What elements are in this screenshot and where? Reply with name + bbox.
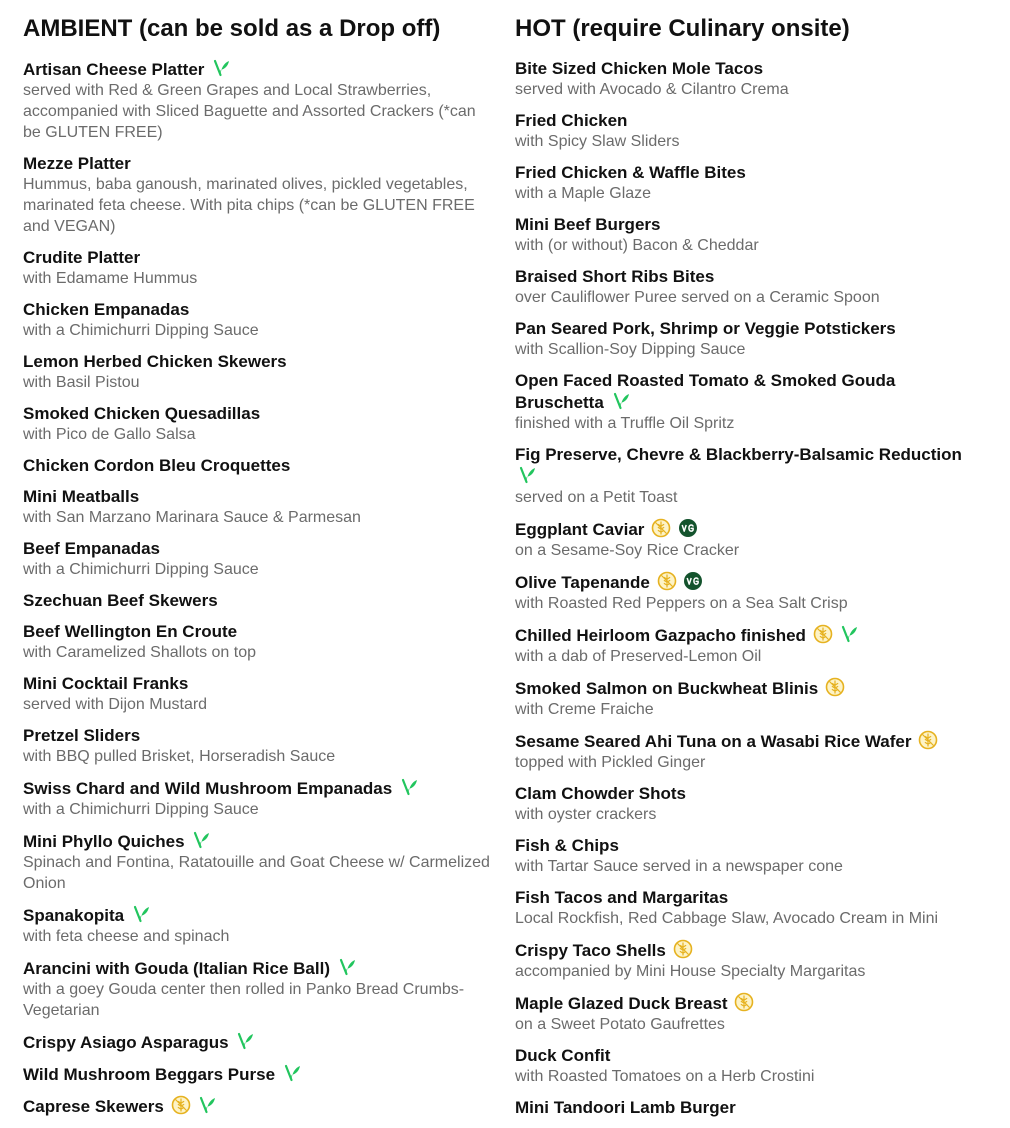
hot-menu-list — [515, 58, 985, 1118]
menu-item — [23, 725, 493, 767]
menu-item-name — [23, 725, 493, 746]
menu-item-description: with oyster crackers — [515, 806, 657, 823]
menu-item-name-text: Beef Empanadas — [23, 539, 160, 558]
gluten-free-icon — [171, 1095, 191, 1115]
menu-item — [515, 730, 985, 773]
menu-item-description: with Caramelized Shallots on top — [23, 644, 257, 661]
menu-item-description: over Cauliflower Puree served on a Ceramic Spoon — [515, 289, 880, 306]
menu-item-description: served on a Petit Toast — [515, 489, 678, 506]
menu-item — [515, 939, 985, 982]
menu-item-name-text: Caprese Skewers — [23, 1097, 164, 1116]
hot-heading: HOT (require Culinary onsite) — [515, 15, 850, 42]
menu-item — [23, 455, 493, 476]
vegetarian-icon — [611, 391, 631, 411]
menu-item-name — [23, 403, 493, 424]
menu-item-description: with Tartar Sauce served in a newspaper cone — [515, 858, 843, 875]
menu-item-name-text: Olive Tapenande — [515, 573, 650, 592]
menu-item — [515, 1045, 985, 1087]
menu-item-name — [515, 939, 985, 961]
menu-item-description: with San Marzano Marinara Sauce & Parmesan — [23, 509, 361, 526]
menu-item — [515, 162, 985, 204]
menu-item — [515, 783, 985, 825]
menu-item-name — [23, 777, 493, 799]
menu-item — [515, 266, 985, 308]
menu-item — [515, 624, 985, 667]
menu-item — [23, 590, 493, 611]
menu-item-name-text: Mini Cocktail Franks — [23, 674, 189, 693]
menu-item-name — [515, 318, 985, 339]
menu-item-name — [515, 677, 985, 699]
menu-item-name — [23, 1063, 493, 1085]
menu-item — [515, 992, 985, 1035]
menu-item — [515, 370, 985, 434]
menu-item — [23, 777, 493, 820]
menu-item — [23, 904, 493, 947]
menu-item-name-text: Mini Phyllo Quiches — [23, 832, 185, 851]
menu-item-name — [23, 58, 493, 80]
menu-item-description: finished with a Truffle Oil Spritz — [515, 415, 735, 432]
menu-item-name-text: Braised Short Ribs Bites — [515, 267, 715, 286]
menu-item-name — [23, 590, 493, 611]
menu-item-name-text: Crispy Taco Shells — [515, 941, 666, 960]
menu-item-name — [23, 351, 493, 372]
menu-item — [23, 621, 493, 663]
menu-item-name — [23, 299, 493, 320]
gluten-free-icon — [825, 677, 845, 697]
menu-item-name — [23, 455, 493, 476]
menu-item-description: topped with Pickled Ginger — [515, 754, 706, 771]
menu-item-name-text: Duck Confit — [515, 1046, 611, 1065]
menu-item-description: with Roasted Tomatoes on a Herb Crostini — [515, 1068, 815, 1085]
menu-item-name — [515, 110, 985, 131]
menu-item — [515, 214, 985, 256]
hot-column — [515, 14, 985, 1128]
menu-item-description: accompanied by Mini House Specialty Margaritas — [515, 963, 866, 980]
menu-item-name-text: Eggplant Caviar — [515, 520, 645, 539]
menu-item-description: with a Maple Glaze — [515, 185, 652, 202]
menu-item-name — [515, 444, 985, 487]
menu-item — [23, 673, 493, 715]
menu-item-name-text: Wild Mushroom Beggars Purse — [23, 1065, 276, 1084]
menu-item-name-text: Fried Chicken & Waffle Bites — [515, 163, 746, 182]
menu-item-name — [515, 518, 985, 540]
vegetarian-icon — [197, 1095, 217, 1115]
menu-item-description: served with Avocado & Cilantro Crema — [515, 81, 789, 98]
menu-item-description: with Basil Pistou — [23, 374, 140, 391]
menu-item — [23, 299, 493, 341]
menu-item — [515, 318, 985, 360]
menu-item-name-text: Smoked Salmon on Buckwheat Blinis — [515, 679, 819, 698]
vegetarian-icon — [191, 830, 211, 850]
menu-item-description: served with Red & Green Grapes and Local Strawberries, accompanied with Sliced Baguette and Assorted Crackers (*can be GLUTEN FREE) — [23, 82, 476, 141]
menu-item — [23, 538, 493, 580]
menu-item-name — [23, 957, 493, 979]
menu-item-name-text: Mini Tandoori Lamb Burger — [515, 1098, 736, 1117]
menu-item-description: with a Chimichurri Dipping Sauce — [23, 561, 259, 578]
menu-item-name — [23, 830, 493, 852]
menu-item-name — [23, 486, 493, 507]
menu-item — [23, 153, 493, 237]
menu-item-name-text: Chicken Cordon Bleu Croquettes — [23, 456, 291, 475]
menu-item — [515, 571, 985, 614]
menu-item-name — [515, 624, 985, 646]
vegetarian-icon — [399, 777, 419, 797]
menu-item-description: with (or without) Bacon & Cheddar — [515, 237, 759, 254]
menu-item-name-text: Clam Chowder Shots — [515, 784, 686, 803]
menu-item-description: Hummus, baba ganoush, marinated olives, pickled vegetables, marinated feta cheese. With pita chips (*can be GLUTEN FREE and VEGAN) — [23, 176, 475, 235]
menu-item-name — [23, 673, 493, 694]
menu-item — [23, 830, 493, 894]
vegan-icon — [683, 571, 703, 591]
menu-item — [515, 835, 985, 877]
menu-item-description: served with Dijon Mustard — [23, 696, 208, 713]
gluten-free-icon — [651, 518, 671, 538]
menu-item-name-text: Arancini with Gouda (Italian Rice Ball) — [23, 959, 330, 978]
gluten-free-icon — [673, 939, 693, 959]
menu-item-name — [23, 1031, 493, 1053]
menu-item-name-text: Chilled Heirloom Gazpacho finished — [515, 626, 806, 645]
menu-item-description: with BBQ pulled Brisket, Horseradish Sauce — [23, 748, 336, 765]
gluten-free-icon — [813, 624, 833, 644]
gluten-free-icon — [657, 571, 677, 591]
menu-item-name — [23, 247, 493, 268]
menu-item-name-text: Fig Preserve, Chevre & Blackberry-Balsamic Reduction — [515, 445, 962, 464]
menu-item — [23, 486, 493, 528]
menu-item-name-text: Fried Chicken — [515, 111, 628, 130]
menu-item-name — [515, 370, 985, 413]
menu-item — [515, 677, 985, 720]
vegetarian-icon — [282, 1063, 302, 1083]
menu-item — [23, 351, 493, 393]
menu-item-name — [515, 992, 985, 1014]
menu-item-name-text: Pretzel Sliders — [23, 726, 141, 745]
menu-item — [23, 1095, 493, 1117]
menu-item-name — [515, 730, 985, 752]
menu-item-description: with Creme Fraiche — [515, 701, 654, 718]
menu-item-name — [23, 904, 493, 926]
menu-item-name-text: Fish & Chips — [515, 836, 619, 855]
menu-item-name — [515, 887, 985, 908]
menu-item — [515, 518, 985, 561]
menu-item — [23, 247, 493, 289]
menu-item-name-text: Maple Glazed Duck Breast — [515, 994, 728, 1013]
menu-item-name — [23, 153, 493, 174]
gluten-free-icon — [918, 730, 938, 750]
menu-item-name-text: Lemon Herbed Chicken Skewers — [23, 352, 287, 371]
menu-item-name — [515, 162, 985, 183]
menu-item-description: with a Chimichurri Dipping Sauce — [23, 801, 259, 818]
menu-item-name — [515, 266, 985, 287]
menu-item-description: Local Rockfish, Red Cabbage Slaw, Avocado Cream in Mini — [515, 910, 939, 927]
menu-item-name — [515, 58, 985, 79]
menu-item — [23, 1031, 493, 1053]
menu-item-name-text: Crispy Asiago Asparagus — [23, 1033, 229, 1052]
ambient-heading: AMBIENT (can be sold as a Drop off) — [23, 15, 441, 42]
vegetarian-icon — [211, 58, 231, 78]
menu-item-name — [515, 571, 985, 593]
menu-item-name — [23, 1095, 493, 1117]
menu-item — [515, 444, 985, 508]
ambient-column — [23, 14, 493, 1127]
menu-item-description: with Pico de Gallo Salsa — [23, 426, 196, 443]
menu-item — [515, 110, 985, 152]
menu-item-name-text: Artisan Cheese Platter — [23, 60, 205, 79]
menu-item — [23, 1063, 493, 1085]
menu-item-name-text: Mezze Platter — [23, 154, 131, 173]
menu-item-name-text: Bite Sized Chicken Mole Tacos — [515, 59, 764, 78]
vegetarian-icon — [839, 624, 859, 644]
menu-item-name-text: Sesame Seared Ahi Tuna on a Wasabi Rice Wafer — [515, 732, 912, 751]
vegan-icon — [678, 518, 698, 538]
menu-item-description: with Scallion-Soy Dipping Sauce — [515, 341, 746, 358]
gluten-free-icon — [734, 992, 754, 1012]
menu-item-name — [515, 1045, 985, 1066]
menu-item — [23, 58, 493, 143]
menu-item-name-text: Swiss Chard and Wild Mushroom Empanadas — [23, 779, 393, 798]
menu-item-name-text: Szechuan Beef Skewers — [23, 591, 218, 610]
menu-item-description: on a Sesame-Soy Rice Cracker — [515, 542, 740, 559]
menu-item-name — [515, 783, 985, 804]
menu-item-description: with a Chimichurri Dipping Sauce — [23, 322, 259, 339]
menu-item — [23, 403, 493, 445]
vegetarian-icon — [131, 904, 151, 924]
menu-item-name-text: Open Faced Roasted Tomato & Smoked Gouda Bruschetta — [515, 371, 896, 412]
menu-item-description: on a Sweet Potato Gaufrettes — [515, 1016, 725, 1033]
menu-item-name-text: Mini Beef Burgers — [515, 215, 661, 234]
menu-item-name-text: Chicken Empanadas — [23, 300, 190, 319]
menu-item-name-text: Crudite Platter — [23, 248, 141, 267]
menu-item-name-text: Mini Meatballs — [23, 487, 140, 506]
menu-item-name-text: Spanakopita — [23, 906, 125, 925]
menu-item-name — [23, 538, 493, 559]
menu-item-description: with Spicy Slaw Sliders — [515, 133, 680, 150]
menu-item-description: with a goey Gouda center then rolled in Panko Bread Crumbs- Vegetarian — [23, 981, 465, 1019]
menu-item-name-text: Fish Tacos and Margaritas — [515, 888, 729, 907]
vegetarian-icon — [235, 1031, 255, 1051]
vegetarian-icon — [337, 957, 357, 977]
ambient-menu-list — [23, 58, 493, 1117]
menu-item-description: with Roasted Red Peppers on a Sea Salt Crisp — [515, 595, 848, 612]
menu-item-name-text: Beef Wellington En Croute — [23, 622, 238, 641]
menu-item — [23, 957, 493, 1021]
menu-item-description: with feta cheese and spinach — [23, 928, 230, 945]
menu-item — [515, 58, 985, 100]
menu-item-name-text: Smoked Chicken Quesadillas — [23, 404, 261, 423]
menu-item-name — [515, 835, 985, 856]
menu-item-name-text: Pan Seared Pork, Shrimp or Veggie Potstickers — [515, 319, 896, 338]
menu-item — [515, 887, 985, 929]
menu-item-description: Spinach and Fontina, Ratatouille and Goat Cheese w/ Carmelized Onion — [23, 854, 490, 892]
menu-item-description: with a dab of Preserved-Lemon Oil — [515, 648, 762, 665]
menu-item-name — [515, 214, 985, 235]
menu-item-description: with Edamame Hummus — [23, 270, 198, 287]
vegetarian-icon — [517, 465, 537, 485]
menu-item-name — [23, 621, 493, 642]
